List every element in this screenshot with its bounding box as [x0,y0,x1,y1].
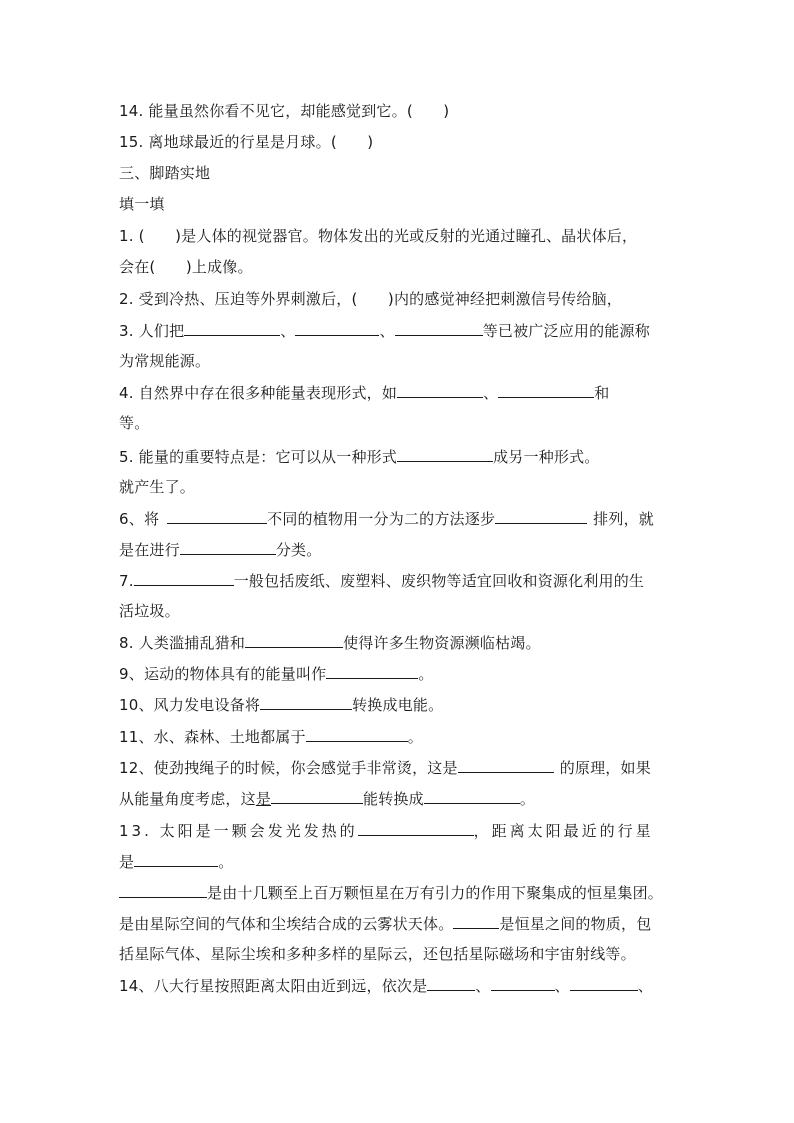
q13-text-c: 是 [119,853,135,871]
q12-blank-3[interactable] [424,788,520,804]
q3-text-a: 3. 人们把 [119,322,185,340]
q13-text-d: 。 [218,853,234,871]
q7-text-b: 一般包括废纸、废塑料、废织物等适宜回收和资源化利用的生 [233,572,645,590]
fill-question-13-line-1 [119,820,654,841]
q9-text-b: 。 [418,665,434,683]
q3-blank-3[interactable] [395,320,483,336]
section-heading-3: 三、脚踏实地 [119,164,211,182]
q11-blank-1[interactable] [306,726,408,742]
q13-blank-4[interactable] [453,913,499,929]
q14-text-d: 、 [637,977,653,995]
q6-text-d: 是在进行 [119,541,180,559]
q13-text-e: 是由十几颗至上百万颗恒星在万有引力的作用下聚集成的恒星集团。 [207,884,664,902]
fill-question-7-line-2: 活垃圾。 [119,602,180,620]
q3-text-d: 等已被广泛应用的能源称 [482,322,650,340]
q13-text-a: 13. 太阳是一颗会发光发热的 [119,822,358,840]
question-15-true-false: 15. 离地球最近的行星是月球。( ) [119,133,374,151]
fill-question-6-line-1 [119,508,654,529]
fill-question-12-line-2 [119,788,535,809]
fill-question-5 [119,446,600,467]
q4-blank-1[interactable] [397,382,483,398]
q3-text-c: 、 [379,322,395,340]
q13-text-g: 是恒星之间的物质，包 [499,915,652,933]
q13-text-f: 是由星际空间的气体和尘埃结合成的云雾状天体。 [119,915,454,933]
q11-text-a: 11、水、森林、土地都属于 [119,728,306,746]
fill-question-4-line-1 [119,382,610,403]
fill-question-13-line-4 [119,913,651,934]
q13-blank-3[interactable] [119,882,207,898]
q6-text-c: 排列，就 [593,510,654,528]
q14-blank-3[interactable] [570,975,638,991]
q7-blank-1[interactable] [134,570,234,586]
q6-text-b: 不同的植物用一分为二的方法逐步 [267,510,496,528]
fill-question-4-line-2: 等。 [119,414,150,432]
q4-text-c: 和 [594,384,610,402]
q5-text-b: 成另一种形式。 [493,448,600,466]
fill-question-14 [119,975,653,996]
q12-text-a: 12、使劲拽绳子的时候，你会感觉手非常烫，这是 [119,759,458,777]
q4-blank-2[interactable] [498,382,594,398]
fill-question-3-line-1 [119,320,650,341]
q6-blank-1[interactable] [167,508,267,524]
fill-question-6-line-2 [119,539,321,560]
q3-text-b: 、 [280,322,296,340]
q14-text-b: 、 [475,977,491,995]
q12-underlined-word: 是 [255,790,272,808]
q13-blank-2[interactable] [134,851,218,867]
q6-text-e: 分类。 [275,541,322,559]
q13-blank-1[interactable] [358,820,474,836]
q10-blank-1[interactable] [260,694,352,710]
fill-question-12-line-1 [119,757,651,778]
q8-blank-1[interactable] [245,632,343,648]
q8-text-a: 8. 人类滥捕乱猎和 [119,634,246,652]
q6-blank-2[interactable] [495,508,587,524]
fill-question-1-line-1: 1. ( )是人体的视觉器官。物体发出的光或反射的光通过瞳孔、晶状体后， [119,227,638,245]
q13-text-b: ，距离太阳最近的行星 [473,822,654,840]
q9-blank-1[interactable] [326,663,418,679]
fill-question-13-line-5: 括星际气体、星际尘埃和多种多样的星际云，还包括星际磁场和宇宙射线等。 [119,945,636,963]
fill-question-9 [119,663,434,684]
q8-text-b: 使得许多生物资源濒临枯竭。 [343,634,541,652]
q5-text-a: 5. 能量的重要特点是：它可以从一种形式 [119,448,398,466]
q3-blank-2[interactable] [295,320,379,336]
fill-question-3-line-2: 为常规能源。 [119,352,211,370]
q12-blank-2[interactable] [271,788,363,804]
q4-text-a: 4. 自然界中存在很多种能量表现形式，如 [119,384,398,402]
q14-text-a: 14、八大行星按照距离太阳由近到远，依次是 [119,977,428,995]
q3-blank-1[interactable] [184,320,280,336]
fill-question-13-line-3 [119,882,663,903]
q14-blank-2[interactable] [491,975,555,991]
q14-text-c: 、 [554,977,570,995]
fill-question-5-continued: 就产生了。 [119,478,196,496]
fill-question-1-line-2: 会在( )上成像。 [119,258,253,276]
fill-question-13-line-2 [119,851,233,872]
fill-question-8 [119,632,541,653]
q14-blank-1[interactable] [427,975,475,991]
q10-text-a: 10、风力发电设备将 [119,696,261,714]
q12-text-e: 。 [519,790,536,808]
q4-text-b: 、 [483,384,499,402]
q6-text-a: 6、将 [119,510,160,528]
q12-text-c: 从能量角度考虑，这 [119,790,256,808]
q7-text-a: 7. [119,572,134,590]
subsection-fill-in: 填一填 [119,195,165,213]
q10-text-b: 转换成电能。 [352,696,444,714]
q9-text-a: 9、运动的物体具有的能量叫作 [119,665,327,683]
q12-text-b: 的原理，如果 [559,759,651,777]
fill-question-7-line-1 [119,570,644,591]
fill-question-2: 2. 受到冷热、压迫等外界刺激后，( )内的感觉神经把刺激信号传给脑， [119,290,622,308]
fill-question-11 [119,726,423,747]
q12-blank-1[interactable] [458,757,554,773]
q11-text-b: 。 [407,728,423,746]
q6-blank-3[interactable] [180,539,276,555]
fill-question-10 [119,694,443,715]
q12-text-d: 能转换成 [363,790,424,808]
q5-blank-1[interactable] [397,446,493,462]
question-14-true-false: 14. 能量虽然你看不见它，却能感觉到它。( ) [119,102,450,120]
